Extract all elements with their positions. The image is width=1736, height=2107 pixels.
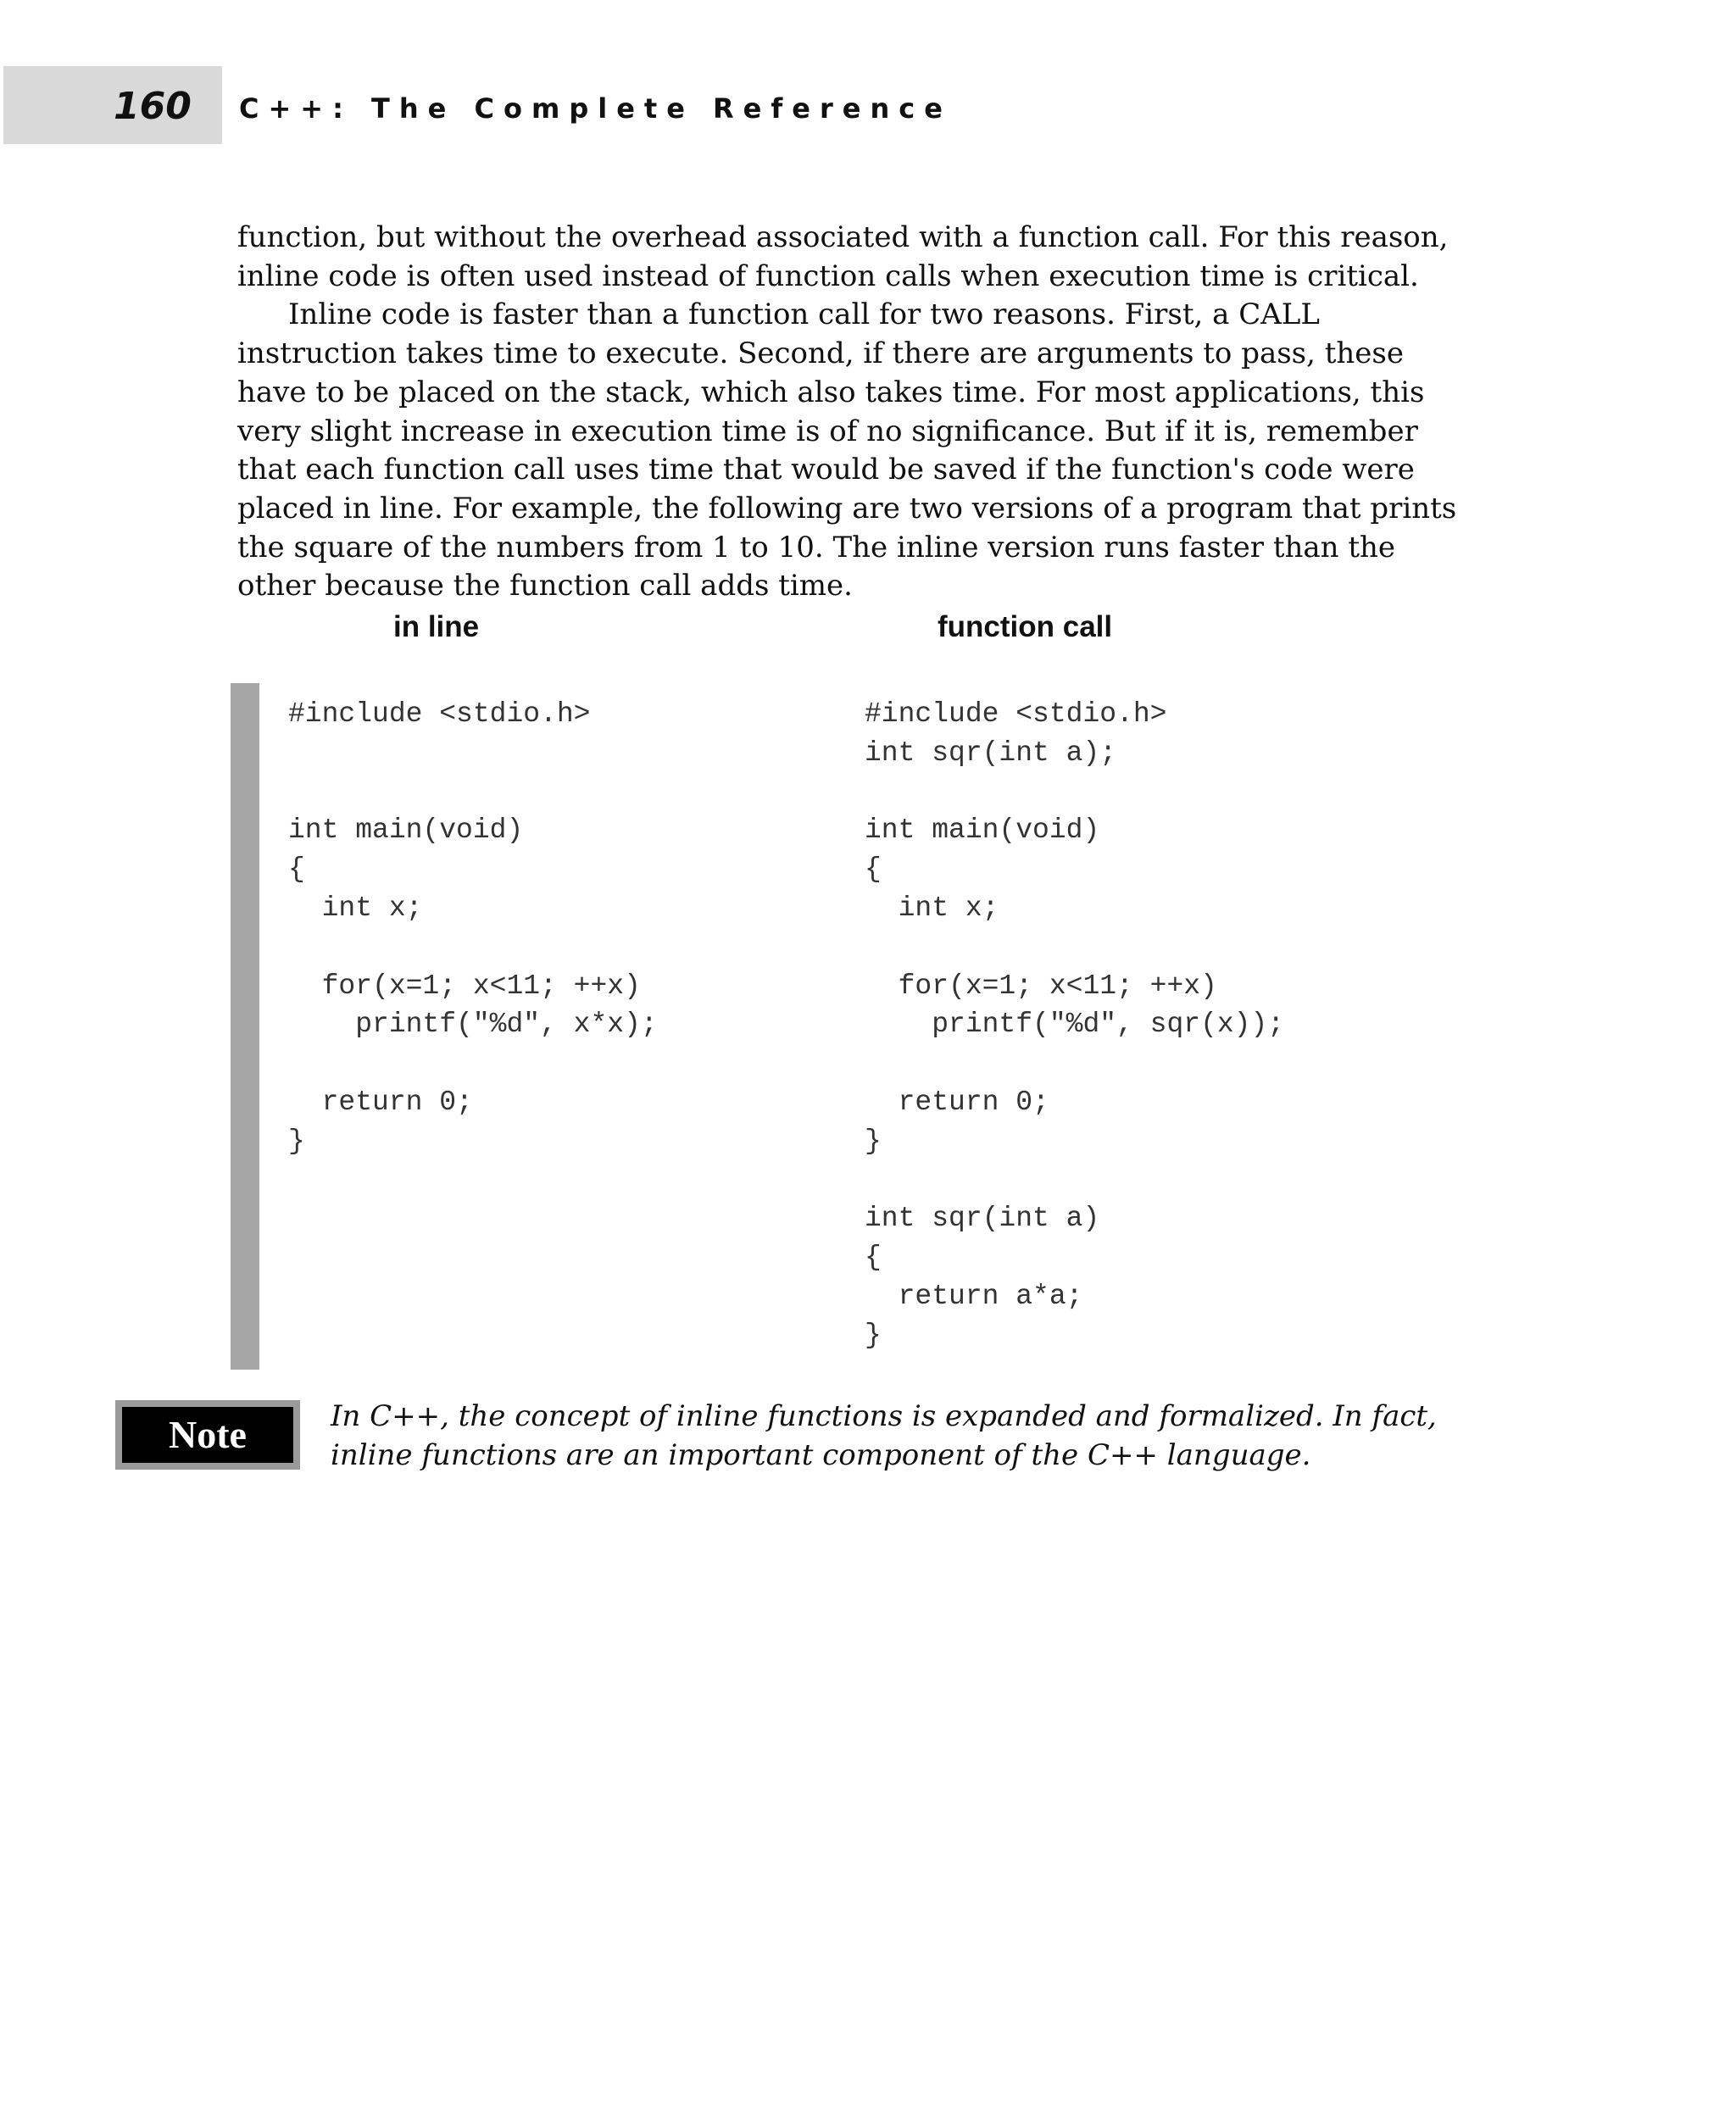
note-text: In C++, the concept of inline functions is expanded and formalized. In fact, inline functions are an important component of the C++ language.	[331, 1399, 1437, 1472]
running-head: C++: The Complete Reference	[239, 92, 952, 125]
note-badge	[115, 1400, 300, 1470]
paragraph-2: Inline code is faster than a function call for two reasons. First, a CALL instruction takes time to execute. Second, if there are arguments to pass, these have to be placed on the stack, which also takes time. For most applications, this very slight increase in execution time is of no significance. But if it is, remember that each function call uses time that would be saved if the function's code were placed in line. For example, the following are two versions of a program that prints the square of the numbers from 1 to 10. The inline version runs faster than the other because the function call adds time.	[237, 297, 1457, 603]
page-number: 160	[114, 85, 192, 128]
function-call-column-label: function call	[938, 610, 1113, 643]
body-text	[237, 219, 1475, 606]
function-call-code-listing: #include <stdio.h> int sqr(int a); int main(void) { int x; for(x=1; x<11; ++x) printf("%d", sqr(x)); return 0; } int sqr(int a) { return a*a; }	[865, 698, 1285, 1351]
inline-column-label: in line	[393, 610, 480, 643]
note-label: Note	[122, 1407, 293, 1463]
inline-code-listing: #include <stdio.h> int main(void) { int x; for(x=1; x<11; ++x) printf("%d", x*x); return 0; }	[288, 698, 658, 1157]
code-sidebar-bar	[231, 683, 259, 1370]
paragraph-1: function, but without the overhead associated with a function call. For this reason, inline code is often used instead of function calls when execution time is critical.	[237, 220, 1449, 293]
